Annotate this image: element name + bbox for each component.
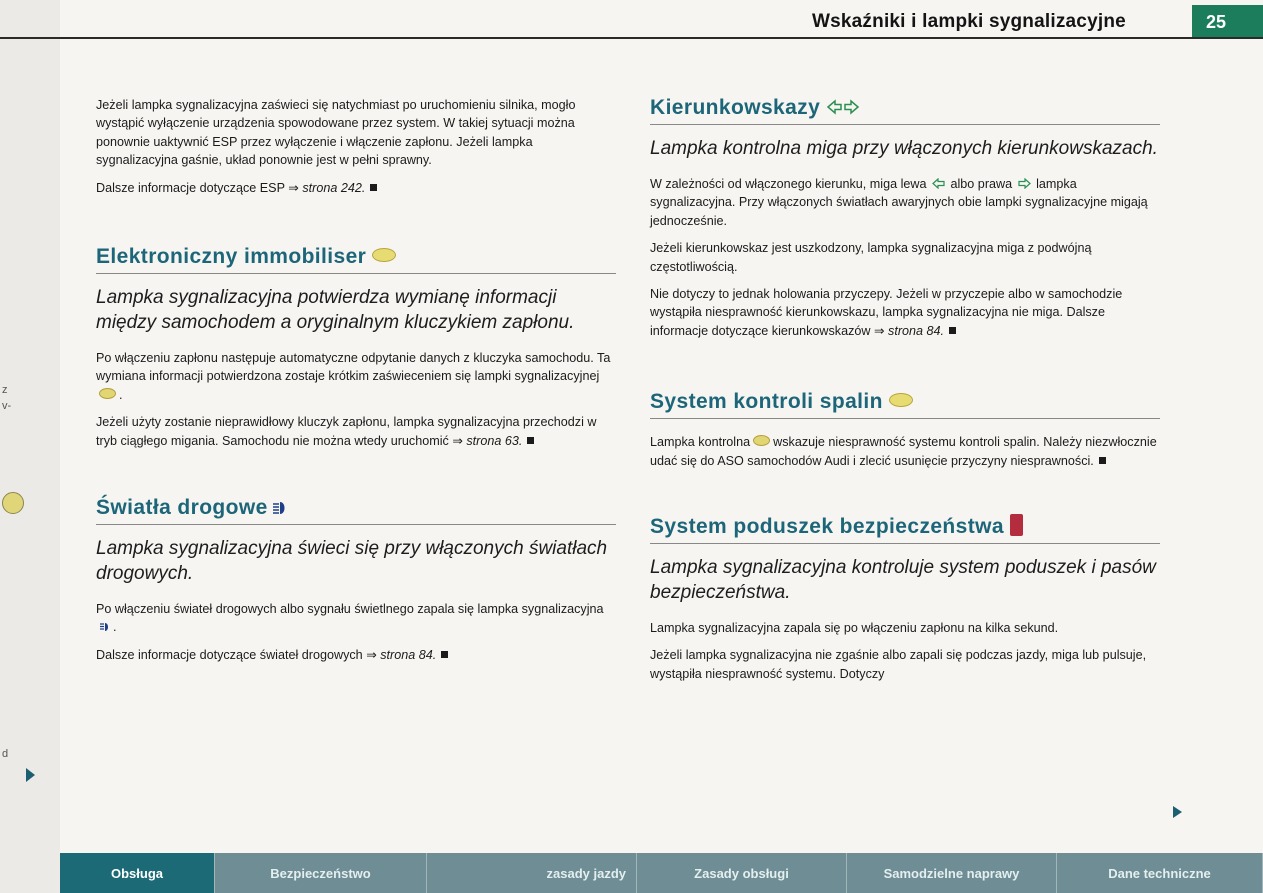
indicators-lead: Lampka kontrolna miga przy włączonych kierunkowskazach. (650, 138, 1158, 159)
emissions-title: System kontroli spalin (650, 390, 883, 414)
edge-arrow-icon (26, 768, 35, 782)
immobiliser-lead: Lampka sygnalizacyjna potwierdza wymianę informacji między samochodem a oryginalnym kluczykiem zapłonu. (96, 287, 575, 334)
page-edge (0, 0, 60, 893)
tab-zasady-jazdy[interactable]: zasady jazdy (427, 853, 637, 893)
left-column (96, 96, 616, 664)
tab-samodzielne-naprawy[interactable]: Samodzielne naprawy (847, 853, 1057, 893)
airbag-paragraph-2: Jeżeli lampka sygnalizacyjna nie zgaśnie albo zapali się podczas jazdy, miga lub pulsuje, wystąpiła niesprawność systemu. Dotyczy (650, 648, 1147, 681)
section-title (96, 496, 616, 520)
engine-emission-icon (753, 435, 770, 446)
tab-dane-techniczne[interactable]: Dane techniczne (1057, 853, 1263, 893)
high-beam-icon (99, 622, 113, 632)
high-beam-title: Światła drogowe (96, 496, 268, 520)
section-title (650, 514, 1160, 539)
high-beam-p1-text: Po włączeniu świateł drogowych albo sygnału świetlnego zapala się lampka sygnalizacyjna (96, 602, 604, 617)
section-rule (96, 273, 616, 274)
section-rule (650, 418, 1160, 419)
section-immobiliser (96, 245, 616, 450)
right-column (650, 96, 1160, 683)
section-title (650, 390, 1160, 414)
high-beam-lead: Lampka sygnalizacyjna świeci się przy włączonych światłach drogowych. (96, 538, 608, 585)
ref-arrow-icon: ⇒ (366, 647, 377, 662)
immobiliser-paragraph-2 (96, 413, 616, 450)
esp-ref-text: Dalsze informacje dotyczące ESP (96, 180, 289, 195)
indicators-p1-a: W zależności od włączonego kierunku, miga lewa (650, 177, 927, 191)
section-high-beam (96, 496, 616, 664)
indicators-paragraph-1 (650, 175, 1160, 230)
end-mark-icon (949, 327, 956, 334)
immobiliser-p1-text: Po włączeniu zapłonu następuje automatyczne odpytanie danych z kluczyka samochodu. Ta wymiana informacji potwierdzona zostaje krótkim zaświeceniem się lampki sygnalizacyjnej (96, 351, 611, 384)
airbag-title: System poduszek bezpieczeństwa (650, 515, 1004, 539)
indicators-paragraph-3 (650, 285, 1160, 340)
indicators-title: Kierunkowskazy (650, 96, 821, 119)
section-emissions (650, 390, 1160, 470)
key-lamp-icon (99, 388, 116, 399)
immobiliser-page-link[interactable]: strona 63. (462, 433, 523, 448)
section-rule (96, 524, 616, 525)
key-lamp-icon (372, 248, 396, 262)
immobiliser-paragraph-1: Po włączeniu zapłonu następuje automatyczne odpytanie danych z kluczyka samochodu. Ta wymiana informacji potwierdzona zostaje krótkim zaświeceniem się lampki sygnalizacyjnej. (96, 351, 611, 402)
bottom-tab-bar (60, 853, 1263, 893)
edge-mark-low: d (2, 748, 9, 760)
section-indicators (650, 96, 1160, 340)
airbag-paragraph-1: Lampka sygnalizacyjna zapala się po włączeniu zapłonu na kilka sekund. (650, 621, 1059, 636)
left-arrow-icon (932, 178, 945, 189)
indicators-page-link[interactable]: strona 84. (884, 323, 945, 338)
airbag-icon (1010, 514, 1023, 536)
page-number: 25 (1192, 5, 1263, 39)
indicators-p3-text: Nie dotyczy to jednak holowania przyczepy. Jeżeli w przyczepie albo w samochodzie wystąpiła niesprawność kierunkowskazu, lampka sygnalizacyjna nie miga. Dalsze informacje dotyczące kierunkowskazów (650, 287, 1123, 338)
header-title: Wskaźniki i lampki sygnalizacyjne (812, 11, 1126, 32)
edge-mark-mid: v- (2, 400, 12, 412)
edge-badge-icon (2, 492, 24, 514)
ref-arrow-icon: ⇒ (873, 323, 885, 338)
high-beam-p2-text: Dalsze informacje dotyczące świateł drogowych (96, 647, 367, 662)
continue-arrow-icon[interactable] (1173, 806, 1182, 818)
ref-arrow-icon: ⇒ (452, 433, 463, 448)
end-mark-icon (1099, 457, 1106, 464)
emissions-paragraph-1 (650, 433, 1160, 470)
tab-zasady-obslugi[interactable]: Zasady obsługi (637, 853, 847, 893)
esp-paragraph-1: Jeżeli lampka sygnalizacyjna zaświeci się natychmiast po uruchomieniu silnika, mogło wystąpić wyłączenie urządzenia spowodowane przez system. W takiej sytuacji można ponownie uaktywnić ESP przez wyłączenie i włączenie zapłonu. Jeżeli lampka sygnalizacyjna gaśnie, układ ponownie jest w pełni sprawny. (96, 98, 576, 168)
section-airbag (650, 514, 1160, 683)
ref-arrow-icon: ⇒ (288, 180, 299, 195)
immobiliser-p2-text: Jeżeli użyty zostanie nieprawidłowy kluczyk zapłonu, lampka sygnalizacyjna przechodzi w tryb ciągłego migania. Samochodu nie można wtedy uruchomić (96, 415, 597, 448)
header-rule (0, 37, 1263, 39)
high-beam-page-link[interactable]: strona 84. (376, 647, 437, 662)
tab-obsluga[interactable]: Obsługa (60, 853, 215, 893)
section-title (650, 96, 1160, 120)
immobiliser-title: Elektroniczny immobiliser (96, 245, 367, 269)
end-mark-icon (370, 184, 377, 191)
end-mark-icon (441, 651, 448, 658)
high-beam-paragraph-1: Po włączeniu świateł drogowych albo sygnału świetlnego zapala się lampka sygnalizacyjna. (96, 602, 604, 635)
right-arrow-icon (1018, 178, 1031, 189)
indicators-paragraph-2: Jeżeli kierunkowskaz jest uszkodzony, lampka sygnalizacyjna miga z podwójną częstotliwością. (650, 241, 1092, 274)
tab-bezpieczenstwo[interactable]: Bezpieczeństwo (215, 853, 427, 893)
section-title (96, 245, 616, 269)
engine-emission-icon (889, 393, 913, 407)
edge-mark-top: z (2, 384, 8, 396)
emissions-p1-a: Lampka kontrolna (650, 435, 751, 450)
esp-paragraph-2 (96, 179, 616, 197)
indicators-p1-c: lampka sygnalizacyjna. Przy włączonych światłach awaryjnych obie lampki sygnalizacyjne migają jednocześnie. (650, 177, 1148, 228)
esp-page-link[interactable]: strona 242. (298, 180, 366, 195)
section-rule (650, 543, 1160, 544)
section-rule (650, 124, 1160, 125)
indicators-p1-b: albo prawa (950, 177, 1013, 191)
end-mark-icon (527, 437, 534, 444)
emissions-p1-b: wskazuje niesprawność systemu kontroli spalin. Należy niezwłocznie udać się do ASO samochodów Audi i zlecić usunięcie przyczyny niesprawności. (650, 435, 1157, 468)
high-beam-paragraph-2 (96, 646, 616, 664)
airbag-lead: Lampka sygnalizacyjna kontroluje system poduszek i pasów bezpieczeństwa. (650, 557, 1156, 604)
high-beam-icon (272, 501, 292, 515)
turn-signal-arrows-icon (826, 99, 860, 115)
